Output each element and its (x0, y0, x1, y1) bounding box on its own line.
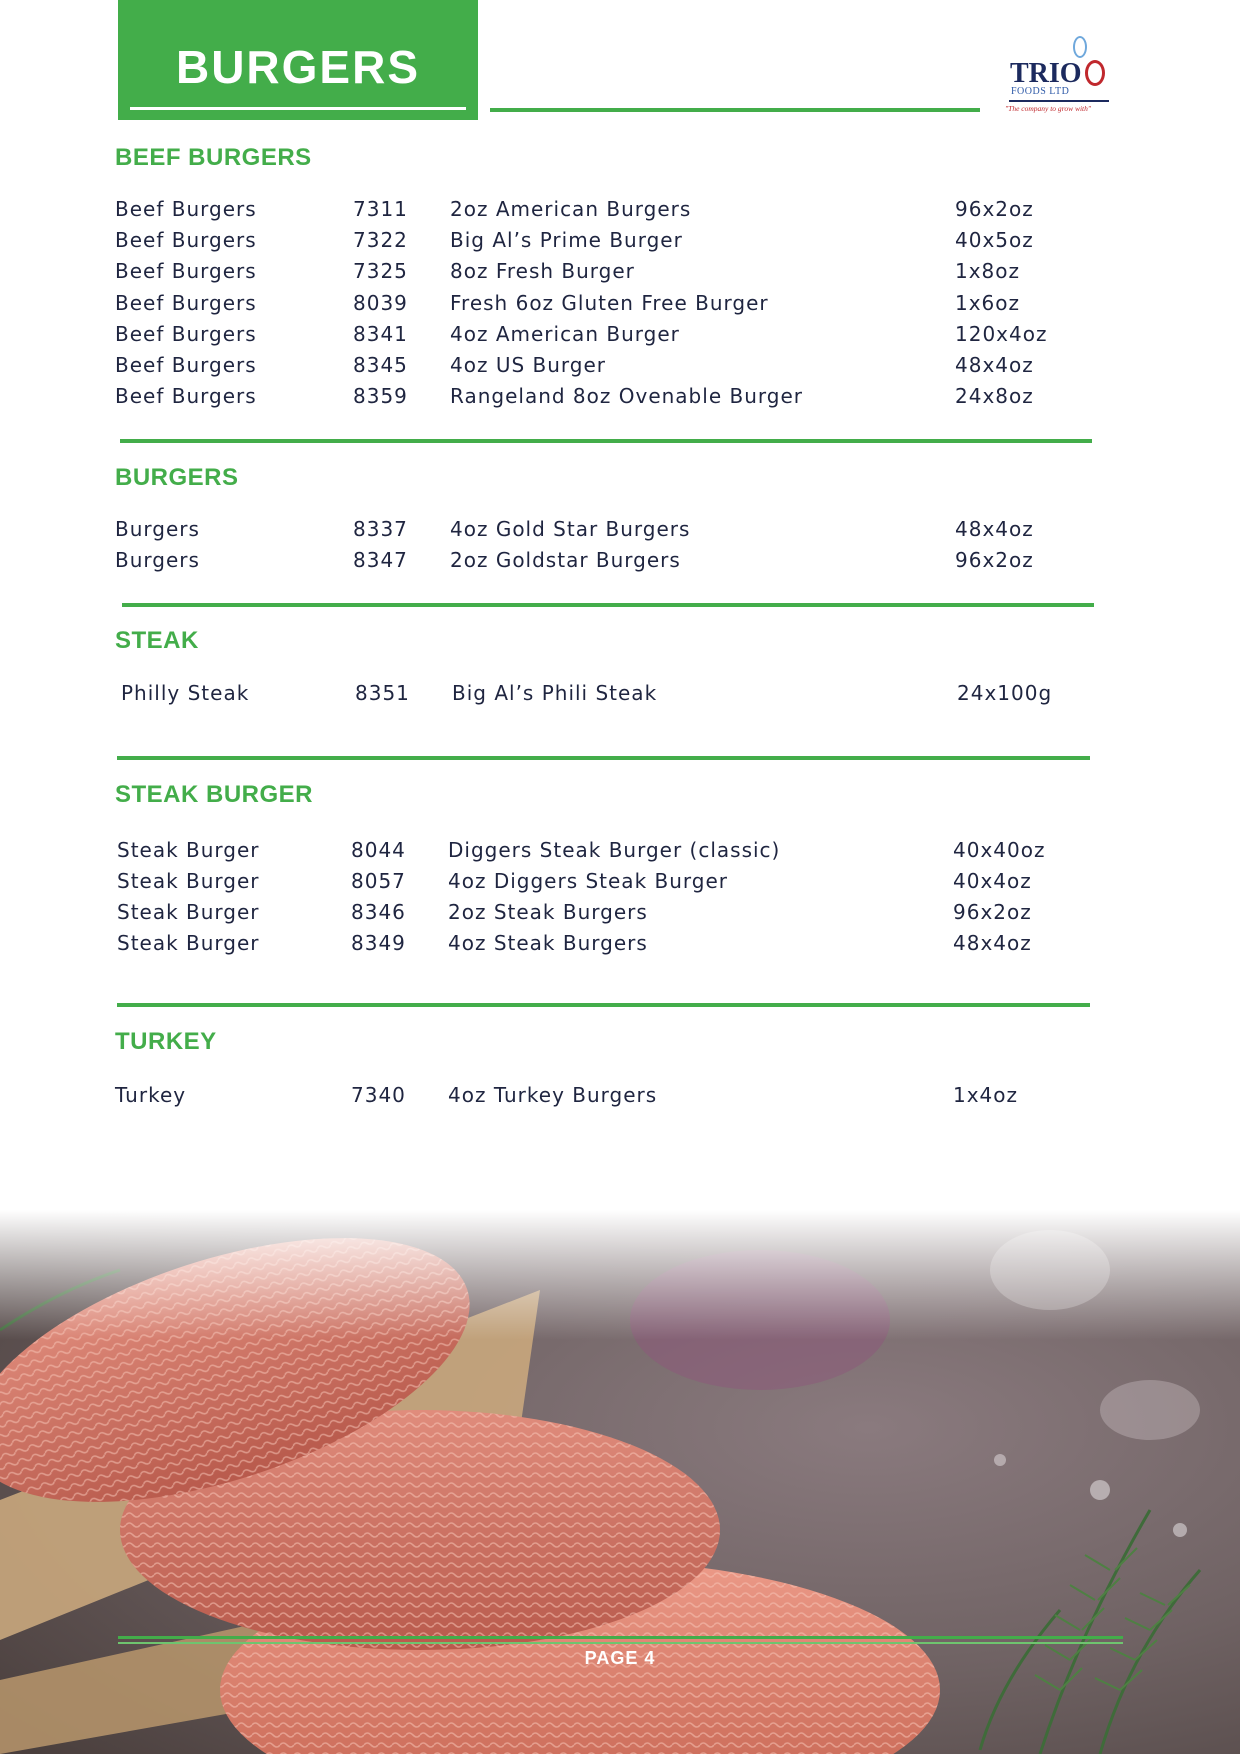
row-description: 8oz Fresh Burger (450, 259, 635, 283)
row-category: Beef Burgers (115, 259, 257, 283)
logo-name: TRIO (1010, 58, 1082, 89)
row-code: 8337 (353, 517, 408, 541)
row-pack: 120x4oz (955, 322, 1048, 346)
row-description: 4oz American Burger (450, 322, 680, 346)
section-heading-steak-burger: STEAK BURGER (115, 781, 314, 808)
row-category: Philly Steak (121, 681, 250, 705)
row-category: Beef Burgers (115, 353, 257, 377)
row-description: 2oz Steak Burgers (448, 900, 648, 924)
section-heading-burgers: BURGERS (115, 464, 239, 491)
row-category: Steak Burger (117, 931, 260, 955)
header-banner (118, 0, 478, 120)
row-description: Big Al’s Prime Burger (450, 228, 683, 252)
header-underline (130, 107, 466, 110)
row-pack: 1x4oz (953, 1083, 1019, 1107)
row-description: 4oz Turkey Burgers (448, 1083, 658, 1107)
row-pack: 1x6oz (955, 291, 1021, 315)
footer-rule (118, 1642, 1123, 1644)
photo-fade (0, 1210, 1240, 1340)
row-description: 4oz Diggers Steak Burger (448, 869, 728, 893)
row-code: 7311 (353, 197, 408, 221)
row-code: 8351 (355, 681, 410, 705)
row-code: 8345 (353, 353, 408, 377)
row-category: Beef Burgers (115, 291, 257, 315)
row-code: 7340 (351, 1083, 406, 1107)
company-logo (1005, 36, 1115, 116)
row-category: Beef Burgers (115, 228, 257, 252)
row-category: Beef Burgers (115, 197, 257, 221)
header-rule (490, 108, 980, 112)
logo-ring-icon (1085, 60, 1105, 86)
row-pack: 40x5oz (955, 228, 1034, 252)
row-code: 7325 (353, 259, 408, 283)
section-heading-turkey: TURKEY (115, 1028, 217, 1055)
section-divider (120, 439, 1092, 443)
row-description: 2oz American Burgers (450, 197, 692, 221)
row-code: 8346 (351, 900, 406, 924)
section-divider (122, 603, 1094, 607)
row-code: 8057 (351, 869, 406, 893)
row-code: 7322 (353, 228, 408, 252)
row-description: Rangeland 8oz Ovenable Burger (450, 384, 803, 408)
row-pack: 40x4oz (953, 869, 1032, 893)
footer-rule (118, 1636, 1123, 1639)
section-heading-steak: STEAK (115, 627, 199, 654)
row-code: 8341 (353, 322, 408, 346)
row-pack: 48x4oz (955, 353, 1034, 377)
row-category: Burgers (115, 548, 200, 572)
page-title: BURGERS (175, 41, 421, 93)
row-description: 4oz Gold Star Burgers (450, 517, 691, 541)
row-description: 2oz Goldstar Burgers (450, 548, 681, 572)
row-category: Steak Burger (117, 900, 260, 924)
section-heading-beef-burgers: BEEF BURGERS (115, 144, 312, 171)
row-code: 8349 (351, 931, 406, 955)
section-divider (117, 756, 1090, 760)
burger-patties-photo (0, 1210, 1240, 1754)
row-description: 4oz US Burger (450, 353, 606, 377)
row-description: Diggers Steak Burger (classic) (448, 838, 781, 862)
row-code: 8359 (353, 384, 408, 408)
row-pack: 40x40oz (953, 838, 1046, 862)
page-number: PAGE 4 (584, 1648, 656, 1668)
row-pack: 96x2oz (955, 197, 1034, 221)
row-category: Burgers (115, 517, 200, 541)
logo-tagline: "The company to grow with" (1005, 104, 1092, 113)
row-pack: 96x2oz (953, 900, 1032, 924)
row-category: Steak Burger (117, 869, 260, 893)
row-description: Fresh 6oz Gluten Free Burger (450, 291, 769, 315)
logo-ring-icon (1073, 36, 1087, 58)
row-pack: 24x100g (957, 681, 1053, 705)
row-code: 8347 (353, 548, 408, 572)
logo-subtitle: FOODS LTD (1011, 86, 1070, 97)
section-divider (117, 1003, 1090, 1007)
row-category: Beef Burgers (115, 322, 257, 346)
row-pack: 1x8oz (955, 259, 1021, 283)
row-category: Turkey (115, 1083, 187, 1107)
row-pack: 48x4oz (953, 931, 1032, 955)
row-code: 8039 (353, 291, 408, 315)
row-pack: 48x4oz (955, 517, 1034, 541)
row-description: 4oz Steak Burgers (448, 931, 648, 955)
logo-divider (1009, 100, 1109, 102)
row-category: Beef Burgers (115, 384, 257, 408)
row-description: Big Al’s Phili Steak (452, 681, 658, 705)
row-pack: 96x2oz (955, 548, 1034, 572)
row-category: Steak Burger (117, 838, 260, 862)
row-pack: 24x8oz (955, 384, 1034, 408)
row-code: 8044 (351, 838, 406, 862)
